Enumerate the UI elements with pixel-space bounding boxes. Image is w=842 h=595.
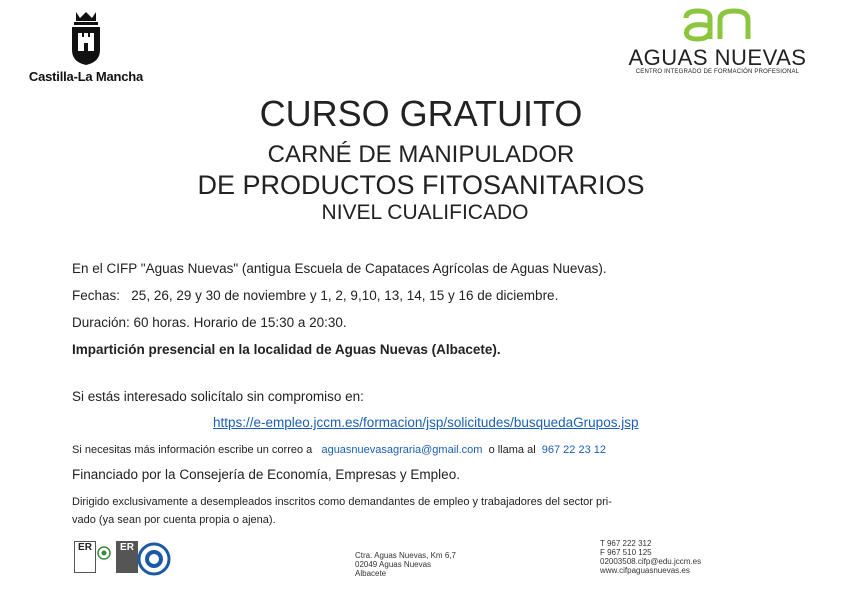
address-line-2: 02049 Aguas Nuevas xyxy=(355,560,432,569)
modality-text: Impartición presencial en la localidad de Aguas Nuevas (Albacete). xyxy=(72,342,501,357)
contact-fax: F 967 510 125 xyxy=(600,548,652,557)
aenor-er-certification-icon: ER xyxy=(74,541,96,573)
iqnet-certification-icon xyxy=(97,546,111,565)
aenor-er-certification-icon-2: ER xyxy=(116,541,138,573)
contact-email[interactable]: 02003508.cifp@edu.jccm.es xyxy=(600,557,702,566)
location-text: En el CIFP "Aguas Nuevas" (antigua Escuela de Capataces Agrícolas de Aguas Nuevas). xyxy=(72,261,607,276)
castilla-la-mancha-name: Castilla-La Mancha xyxy=(28,69,144,84)
dates-label: Fechas: xyxy=(72,288,121,303)
contact-phone: T 967 222 312 xyxy=(600,539,652,548)
svg-text:an: an xyxy=(681,8,683,9)
target-line-2: vado (ya sean por cuenta propia o ajena). xyxy=(72,514,276,526)
info-prefix: Si necesitas más información escribe un correo a xyxy=(72,444,313,456)
info-mid: o llama al xyxy=(488,444,536,456)
footer-contact xyxy=(600,539,701,575)
target-line-1: Dirigido exclusivamente a desempleados inscritos como demandantes de empleo y trabajadores del sector pri- xyxy=(72,496,612,508)
course-subtitle-line2: DE PRODUCTOS FITOSANITARIOS xyxy=(197,170,645,200)
dates-row xyxy=(72,288,558,303)
duration-text: Duración: 60 horas. Horario de 15:30 a 20:30. xyxy=(72,315,347,330)
application-url-link[interactable]: https://e-empleo.jccm.es/formacion/jsp/solicitudes/busquedaGrupos.jsp xyxy=(213,415,639,430)
castle-crest-icon xyxy=(68,10,104,66)
an-brand-mark-icon xyxy=(682,8,754,42)
email-link[interactable]: aguasnuevasagraria@gmail.com xyxy=(321,444,483,456)
footer-address xyxy=(355,551,456,578)
course-title: CURSO GRATUITO xyxy=(259,93,583,134)
interest-row xyxy=(72,389,364,404)
course-level: NIVEL CUALIFICADO xyxy=(321,201,529,224)
course-subtitle-line1: CARNÉ DE MANIPULADOR xyxy=(267,141,575,168)
info-row xyxy=(72,444,606,456)
aguas-nuevas-subtitle: CENTRO INTEGRADO DE FORMACIÓN PROFESIONAL xyxy=(635,69,800,75)
castilla-la-mancha-logo xyxy=(24,10,148,90)
contact-website[interactable]: www.cifpaguasnuevas.es xyxy=(600,566,690,575)
quality-seal-icon xyxy=(137,542,171,581)
dates-value: 25, 26, 29 y 30 de noviembre y 1, 2, 9,10, 13, 14, 15 y 16 de diciembre. xyxy=(131,288,559,303)
address-line-3: Albacete xyxy=(355,569,387,578)
aguas-nuevas-logo xyxy=(620,8,815,78)
funding-text: Financiado por la Consejería de Economía, Empresas y Empleo. xyxy=(72,467,460,482)
aguas-nuevas-name: AGUAS NUEVAS xyxy=(628,45,807,70)
interest-strong: solicítalo sin compromiso en: xyxy=(190,389,364,404)
address-line-1: Ctra. Aguas Nuevas, Km 6,7 xyxy=(355,551,456,560)
application-row xyxy=(213,415,638,430)
phone-link[interactable]: 967 22 23 12 xyxy=(541,444,606,456)
interest-prefix: Si estás interesado xyxy=(72,389,191,404)
